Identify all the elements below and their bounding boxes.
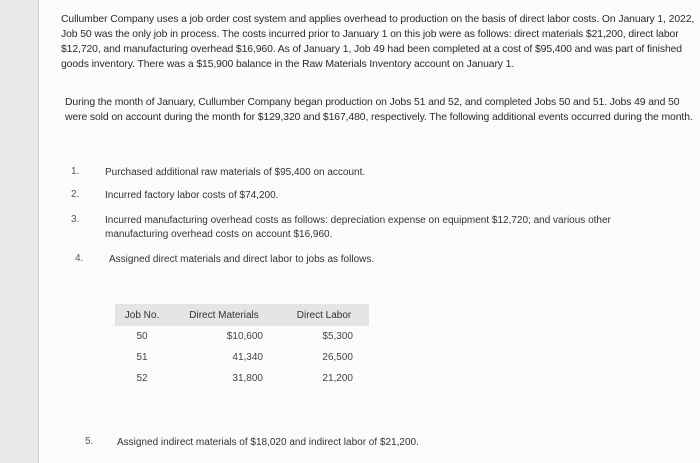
table-header-row (115, 304, 369, 326)
event-number: 3. (71, 214, 80, 225)
event-text: Assigned direct materials and direct labor to jobs as follows. (109, 254, 375, 265)
january-paragraph: During the month of January, Cullumber Company began production on Jobs 51 and 52, and completed Jobs 50 and 51. Jobs 49 and 50 were sold on account during the month for $129,320 and $167,480, respectively. The following additional events occurred during the month. (65, 97, 693, 123)
direct-labor-cell: $5,300 (322, 331, 353, 342)
event-number: 4. (75, 253, 84, 264)
job-number-cell: 51 (136, 352, 148, 363)
column-header-direct-labor: Direct Labor (279, 304, 369, 326)
event-number: 2. (71, 189, 80, 200)
direct-labor-cell: 26,500 (322, 352, 353, 363)
job-number-cell: 52 (136, 373, 148, 384)
intro-paragraph: Cullumber Company uses a job order cost system and applies overhead to production on the basis of direct labor costs. On January 1, 2022, Job 50 was the only job in process. The costs incurred prior to January 1 on this job were as follows: direct materials $21,200, direct labor $12,720, and manufacturing overhead $16,960. As of January 1, Job 49 had been completed at a cost of $95,400 and was part of finished goods inventory. There was a $15,900 balance in the Raw Materials Inventory account on January 1. (61, 14, 695, 70)
event-number: 1. (71, 166, 80, 177)
event-text: Assigned indirect materials of $18,020 and indirect labor of $21,200. (117, 437, 419, 448)
job-number-cell: 50 (136, 331, 148, 342)
table-row (115, 368, 369, 389)
table-row (115, 347, 369, 368)
event-text: Incurred manufacturing overhead costs as follows: depreciation expense on equipment $12,720; and various other manufacturing overhead costs on account $16,960. (105, 215, 611, 240)
column-header-direct-materials: Direct Materials (169, 304, 279, 326)
direct-labor-cell: 21,200 (322, 373, 353, 384)
direct-materials-cell: $10,600 (226, 331, 263, 342)
event-number: 5. (85, 436, 94, 447)
direct-materials-cell: 31,800 (232, 373, 263, 384)
problem-page (38, 0, 700, 463)
event-text: Incurred factory labor costs of $74,200. (105, 190, 279, 201)
table-row (115, 326, 369, 347)
event-text: Purchased additional raw materials of $95,400 on account. (105, 167, 366, 178)
direct-materials-cell: 41,340 (232, 352, 263, 363)
column-header-job-no: Job No. (115, 304, 169, 326)
job-cost-table (115, 304, 369, 389)
